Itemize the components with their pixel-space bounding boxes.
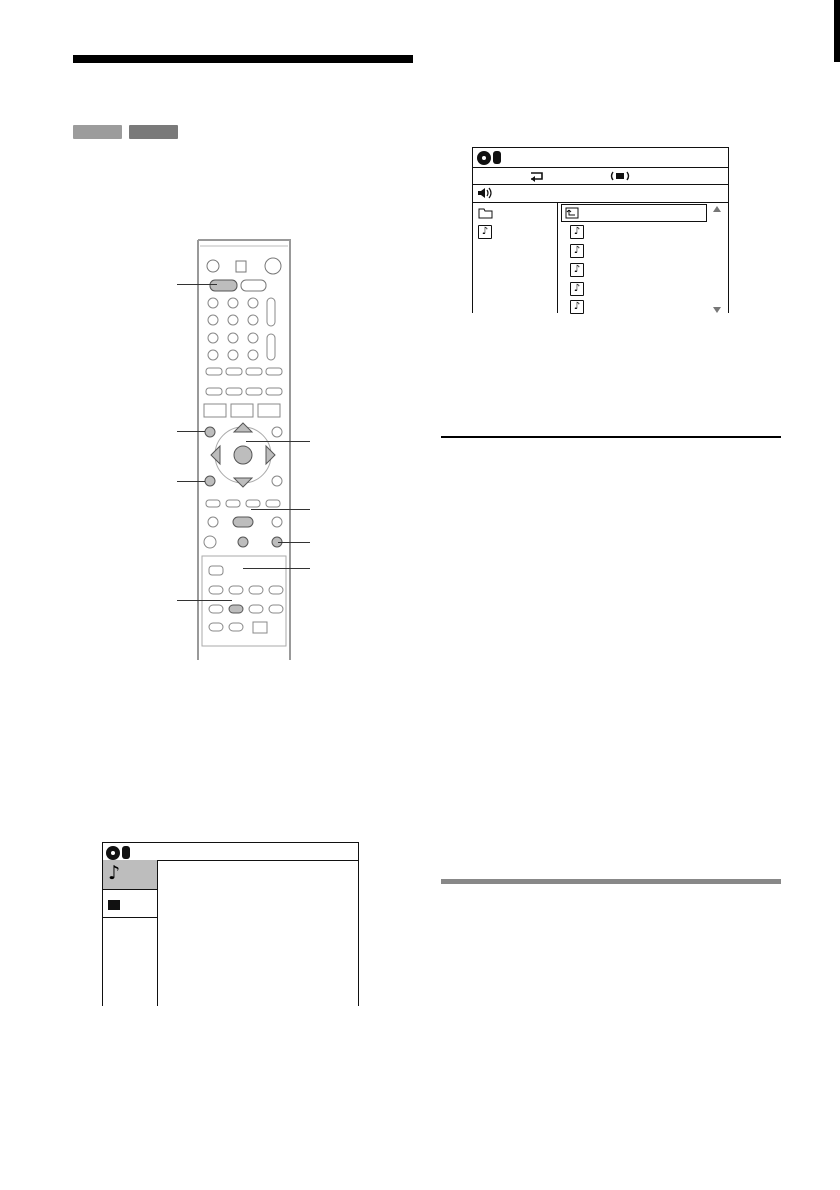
music-osd-screen — [472, 147, 729, 313]
disc-icon — [106, 846, 120, 860]
film-icon — [108, 900, 120, 910]
disc-chip-2 — [129, 125, 178, 139]
callout-line-1 — [177, 284, 217, 285]
track-icon-4[interactable]: ♪ — [570, 282, 584, 296]
callout-line-3 — [177, 481, 205, 482]
cd-badge — [493, 151, 501, 164]
disc-icon — [477, 151, 491, 165]
section-rule-thin — [441, 436, 781, 438]
parent-folder-row[interactable] — [561, 204, 707, 222]
track-icon-3[interactable]: ♪ — [570, 263, 584, 277]
folder-icon — [478, 207, 493, 219]
scroll-up-icon[interactable] — [713, 206, 721, 212]
music-note-icon: ♪ — [478, 225, 492, 239]
callout-line-8 — [243, 568, 310, 569]
callout-line-4 — [177, 600, 232, 601]
page-edge-tab — [834, 0, 840, 62]
track-icon-5[interactable]: ♪ — [570, 300, 584, 314]
callout-line-2 — [177, 431, 205, 432]
surround-icon — [609, 170, 631, 182]
heading-bar — [73, 55, 413, 63]
menu-item-music[interactable] — [103, 860, 157, 889]
disc-chip-1 — [73, 125, 122, 139]
track-icon-1[interactable]: ♪ — [570, 225, 584, 239]
speaker-icon — [477, 187, 493, 199]
remote-control-illustration — [160, 236, 320, 660]
scroll-down-icon[interactable] — [713, 307, 721, 313]
callout-line-7 — [278, 542, 310, 543]
callout-line-5 — [246, 441, 310, 442]
parent-folder-icon — [565, 207, 579, 219]
menu-osd-screen — [102, 842, 359, 1006]
repeat-icon — [529, 170, 545, 182]
cd-badge — [122, 846, 130, 859]
music-note-icon: ♪ — [108, 862, 121, 884]
track-icon-2[interactable]: ♪ — [570, 244, 584, 258]
section-rule-gray — [441, 879, 781, 884]
callout-line-6 — [251, 509, 310, 510]
